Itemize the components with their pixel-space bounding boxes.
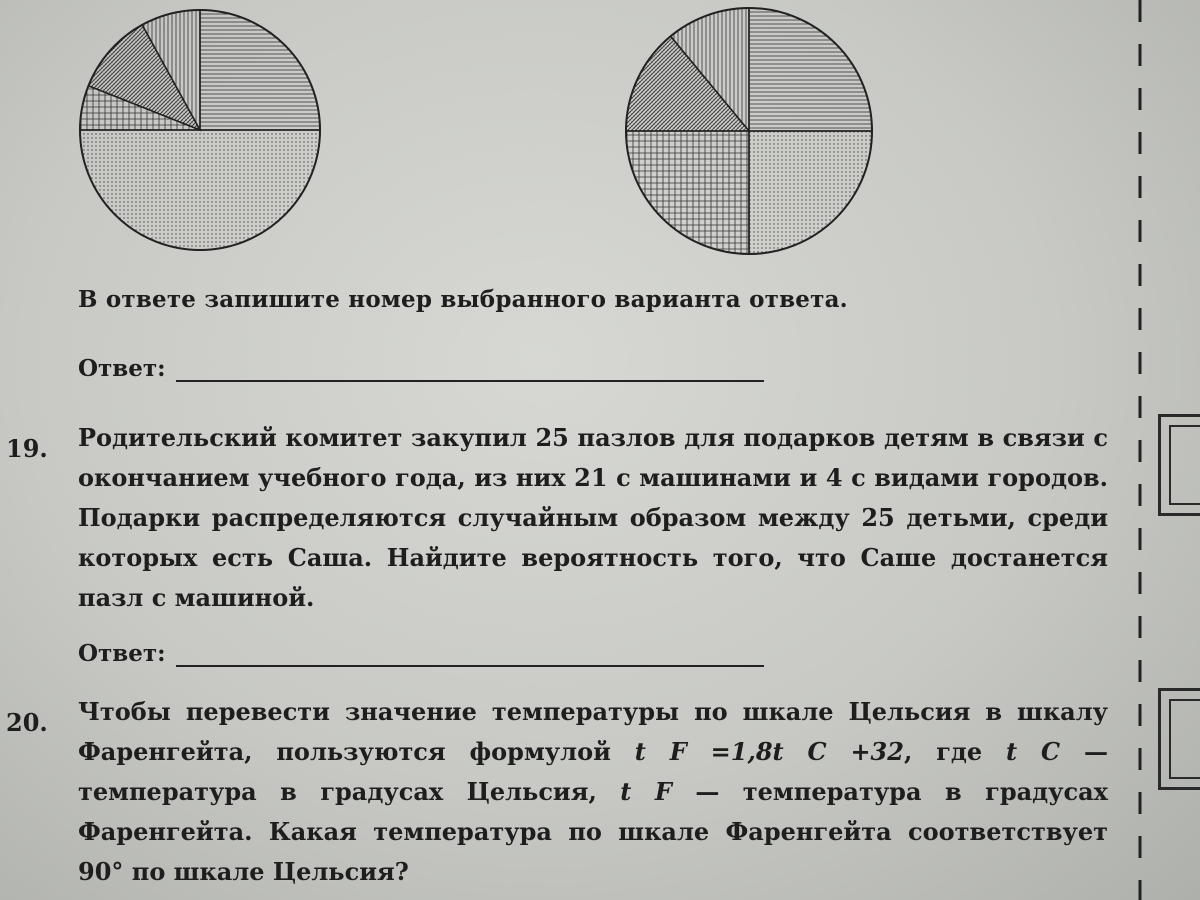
answer-label: Ответ:	[78, 355, 166, 382]
pie-chart-1	[78, 8, 322, 252]
answer-field-18[interactable]	[78, 355, 764, 382]
question-number-19: 19.	[6, 434, 48, 463]
question-number-20: 20.	[6, 708, 48, 737]
instruction-text: В ответе запишите номер выбранного варианта ответа.	[78, 286, 848, 313]
pie-chart-2	[624, 6, 874, 256]
question-19-text: Родительский комитет закупил 25 пазлов для подарков детям в связи с окончанием учебного года, из них 21 с машинами и 4 с видами городов. Подарки распределяются случайным образом между 25 детьми, среди которых есть Саша. Найдите вероятность того, что Саше достанется пазл с машиной.	[78, 423, 1108, 612]
answer-line[interactable]	[176, 645, 764, 667]
pie-slice-3	[626, 131, 749, 254]
pie-slice-2	[80, 130, 320, 250]
answer-box-19	[1158, 414, 1200, 516]
answer-field-19[interactable]	[78, 640, 764, 667]
pie-slice-1	[749, 8, 872, 131]
cut-line	[1136, 0, 1144, 900]
question-20-text: Чтобы перевести значение температуры по шкале Цельсия в шкалу Фаренгейта, пользуются формулой t F =1,8t C +32, где t C — температура в градусах Цельсия, t F — температура в градусах Фаренгейта. Какая температура по шкале Фаренгейта соответствует 90° по шкале Цельсия?	[78, 697, 1108, 886]
answer-label: Ответ:	[78, 640, 166, 667]
pie-slice-1	[200, 10, 320, 130]
answer-line[interactable]	[176, 360, 764, 382]
pie-slice-2	[749, 131, 872, 254]
formula: t F =1,8t C +32	[634, 737, 904, 766]
answer-box-20	[1158, 688, 1200, 790]
